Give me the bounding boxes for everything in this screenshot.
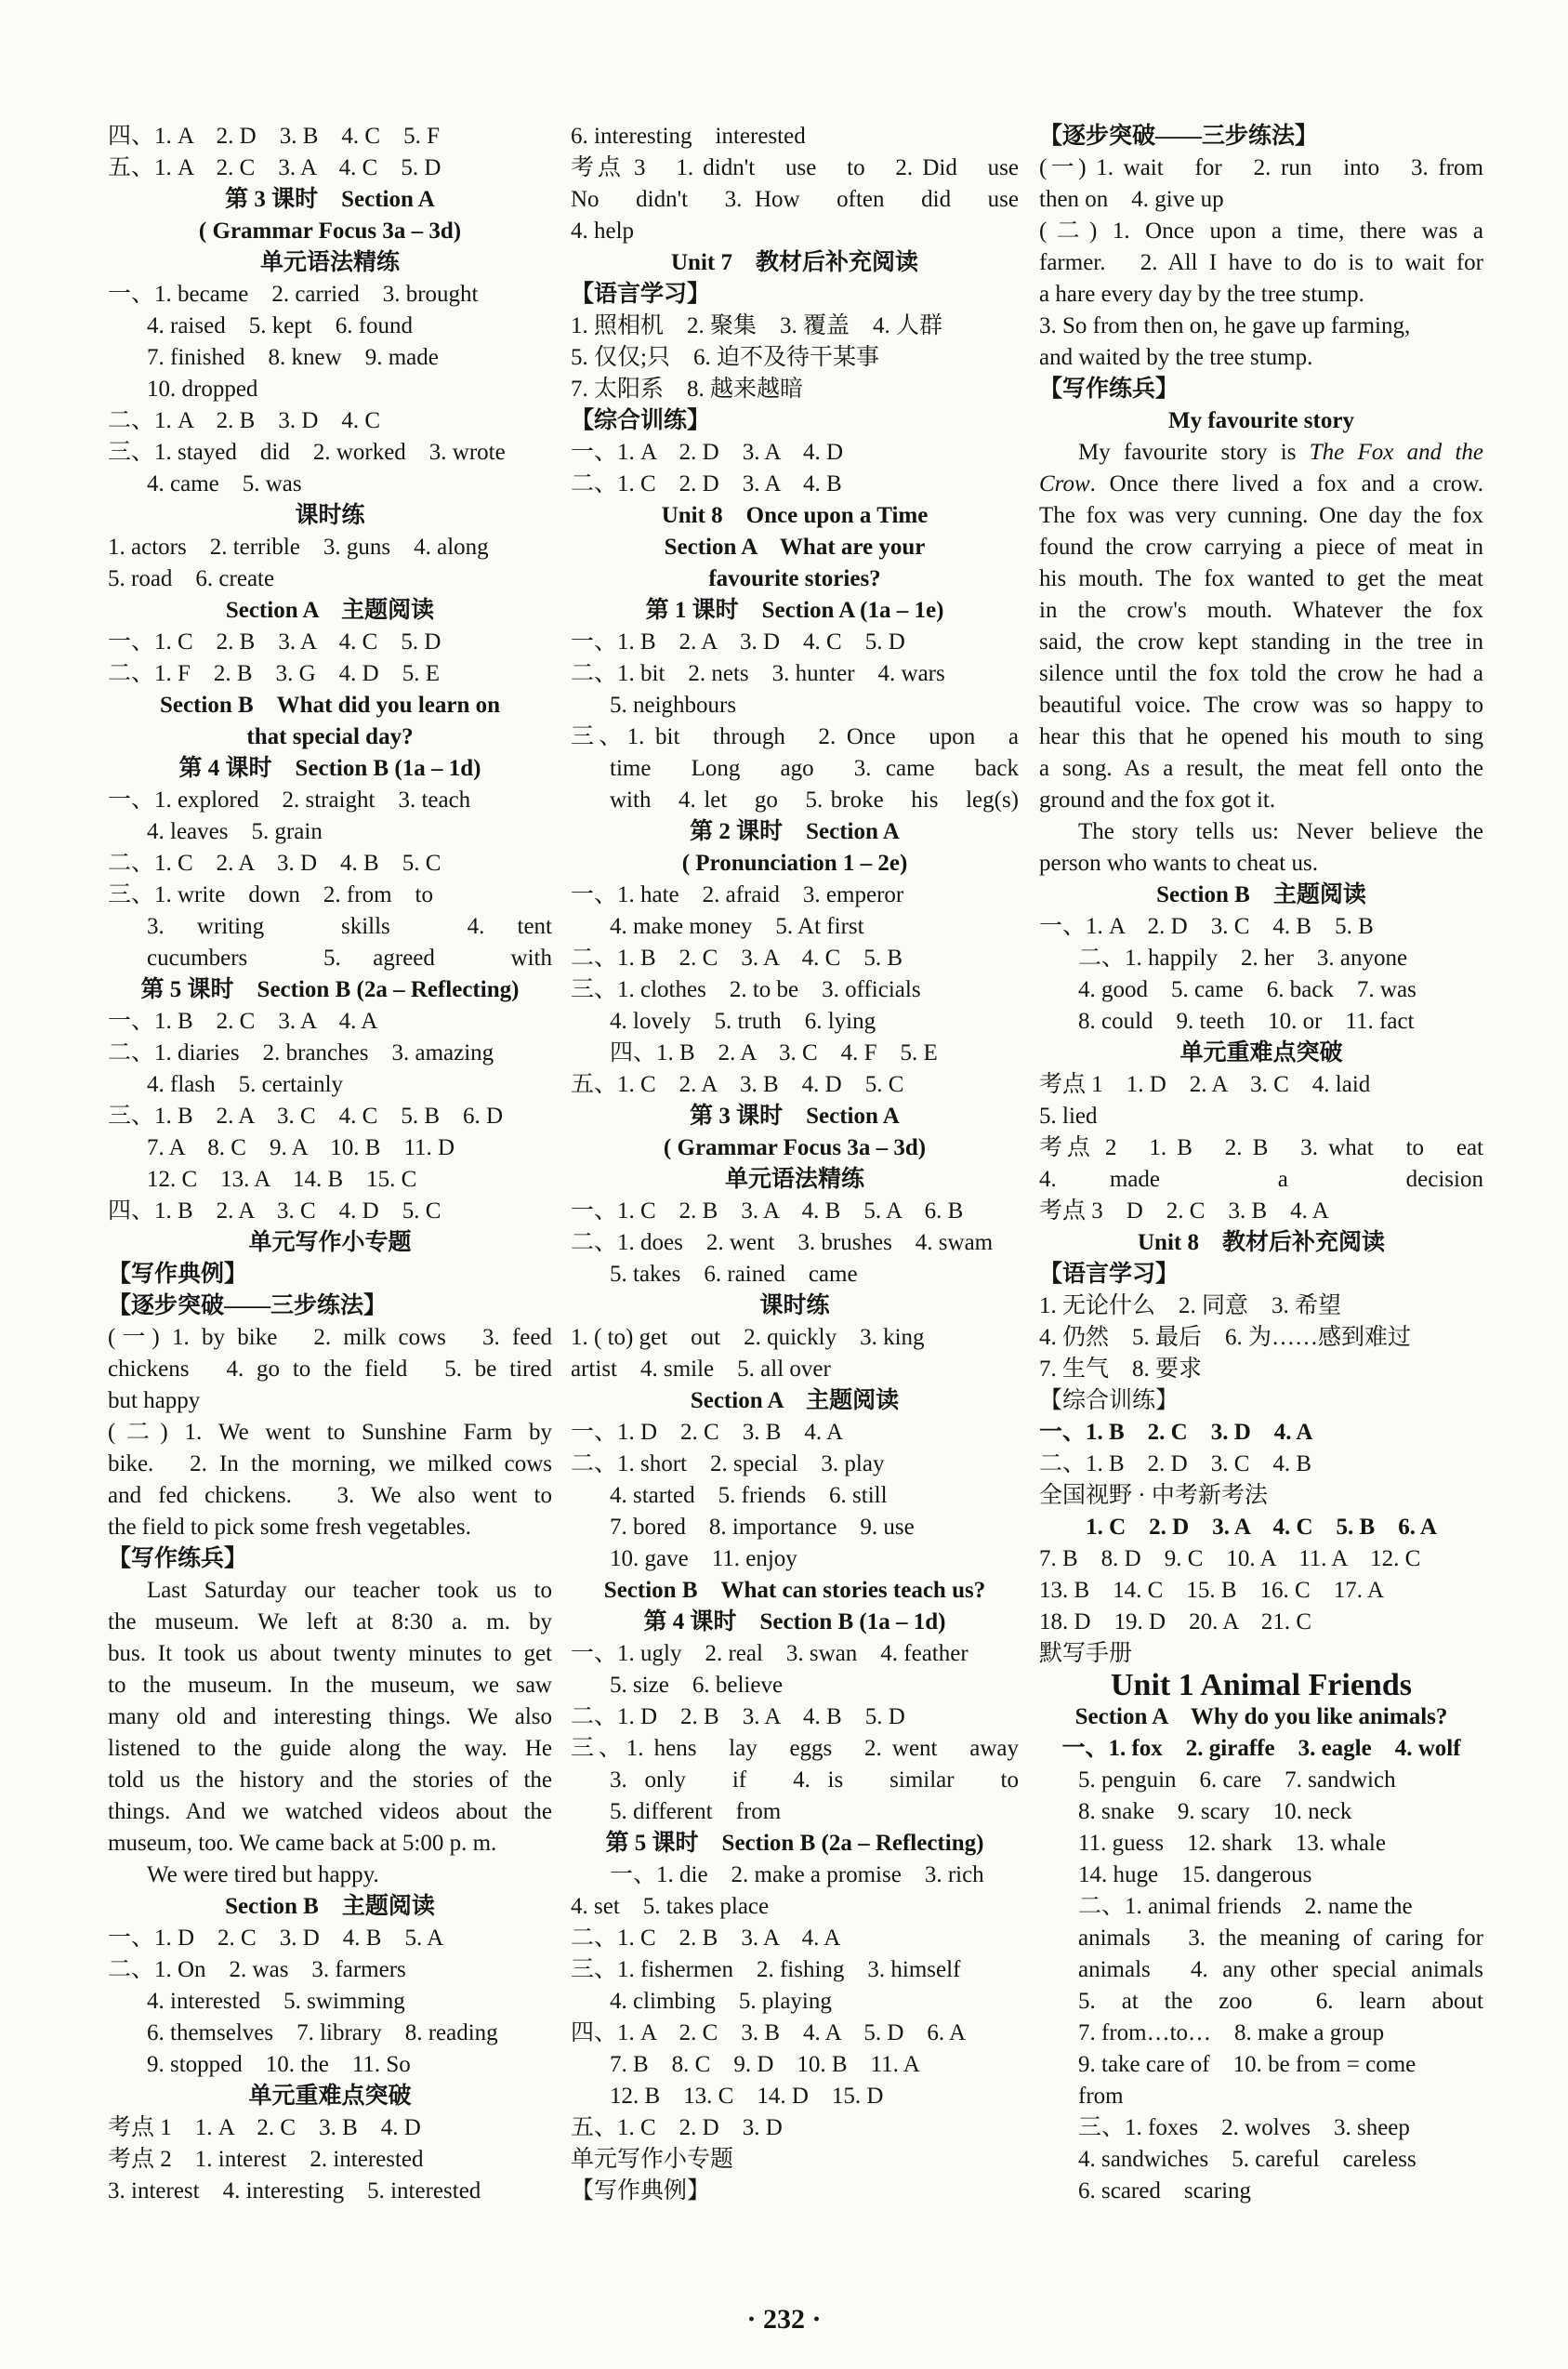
answer-line: 单元语法精练	[724, 1167, 864, 1192]
answer-line: in the crow's mouth. Whatever the fox	[1039, 598, 1483, 623]
answer-line: 【逐步突破——三步练法】	[108, 1293, 388, 1318]
answer-line: 18. D 19. D 20. A 21. C	[1039, 1609, 1312, 1634]
answer-line: 考点 1 1. D 2. A 3. C 4. laid	[1039, 1072, 1371, 1097]
answer-line: 二、1. B 2. C 3. A 4. C 5. B	[571, 946, 903, 971]
answer-line: Section B What did you learn on	[159, 693, 501, 718]
answer-line: 5. penguin 6. care 7. sandwich	[1078, 1767, 1396, 1793]
answer-line: Unit 1 Animal Friends	[1111, 1670, 1412, 1701]
answer-line: 5. lied	[1039, 1104, 1098, 1129]
answer-line: from	[1078, 2084, 1124, 2109]
answer-line: with 4. let go 5. broke his leg(s)	[610, 787, 1019, 813]
answer-line: 第 5 课时 Section B (2a – Reflecting)	[605, 1831, 984, 1856]
answer-line: ( Grammar Focus 3a – 3d)	[198, 218, 462, 244]
answer-line: 一、1. explored 2. straight 3. teach	[108, 787, 471, 813]
answer-line: 一、1. C 2. B 3. A 4. B 5. A 6. B	[571, 1198, 964, 1224]
answer-line: 三、1. hens lay eggs 2. went away	[571, 1736, 1019, 1761]
answer-line: No didn't 3. How often did use	[571, 187, 1019, 212]
answer-line: 7. A 8. C 9. A 10. B 11. D	[147, 1135, 455, 1160]
answer-line: 第 3 课时 Section A	[225, 187, 435, 212]
answer-line: 10. gave 11. enjoy	[610, 1546, 797, 1571]
answer-line: 二、1. bit 2. nets 3. hunter 4. wars	[571, 661, 945, 686]
answer-line: Section A What are your	[664, 535, 926, 560]
answer-line: 全国视野 · 中考新考法	[1039, 1483, 1268, 1508]
answer-line: 五、1. A 2. C 3. A 4. C 5. D	[108, 155, 441, 180]
answer-line: 12. B 13. C 14. D 15. D	[610, 2084, 884, 2109]
answer-line: 二、1. D 2. B 3. A 4. B 5. D	[571, 1704, 905, 1729]
answer-line: 4. 仍然 5. 最后 6. 为……感到难过	[1039, 1325, 1412, 1350]
answer-line: 4. set 5. takes place	[571, 1894, 770, 1919]
answer-line: 7. bored 8. importance 9. use	[610, 1515, 915, 1540]
answer-line: 第 5 课时 Section B (2a – Reflecting)	[140, 977, 520, 1002]
answer-line: then on 4. give up	[1039, 187, 1224, 212]
answer-line: 二、1. does 2. went 3. brushes 4. swam	[571, 1230, 994, 1255]
answer-line: silence until the fox told the crow he had a	[1039, 661, 1483, 686]
answer-line: 4. interested 5. swimming	[147, 1989, 405, 2014]
answer-line: 1. ( to) get out 2. quickly 3. king	[571, 1325, 925, 1350]
answer-line: 10. dropped	[147, 377, 258, 402]
column-left	[108, 121, 552, 2207]
answer-line: ground and the fox got it.	[1039, 787, 1276, 813]
answer-line: 5. takes 6. rained came	[610, 1262, 858, 1287]
answer-line: The fox was very cunning. One day the fox	[1039, 503, 1483, 528]
answer-line: 5. different from	[610, 1799, 782, 1824]
answer-line: 【语言学习】	[571, 282, 711, 307]
answer-line: 4. lovely 5. truth 6. lying	[610, 1009, 876, 1034]
answer-line: 默写手册	[1039, 1641, 1133, 1666]
answer-line: 【综合训练】	[571, 408, 711, 433]
answer-line: hear this that he opened his mouth to sing	[1039, 724, 1483, 749]
answer-line: 1. actors 2. terrible 3. guns 4. along	[108, 535, 489, 560]
column-right	[1039, 121, 1483, 2207]
answer-line: ( Grammar Focus 3a – 3d)	[663, 1135, 927, 1160]
answer-line: 一、1. hate 2. afraid 3. emperor	[571, 882, 904, 907]
answer-line: 4. flash 5. certainly	[147, 1072, 344, 1097]
answer-line: 二、1. A 2. B 3. D 4. C	[108, 408, 381, 433]
answer-line: (二) 1. Once upon a time, there was a	[1039, 218, 1483, 244]
answer-line: 四、1. B 2. A 3. C 4. D 5. C	[108, 1198, 441, 1224]
answer-line: and fed chickens. 3. We also went to	[108, 1483, 552, 1508]
answer-line: 4. good 5. came 6. back 7. was	[1078, 977, 1416, 1002]
answer-line: 1. C 2. D 3. A 4. C 5. B 6. A	[1086, 1515, 1437, 1540]
answer-line: 【写作练兵】	[108, 1546, 248, 1571]
answer-line: a song. As a result, the meat fell onto the	[1039, 756, 1483, 781]
answer-line: Section A 主题阅读	[690, 1388, 900, 1413]
answer-line: 6. scared scaring	[1078, 2178, 1252, 2204]
page-number: · 232 ·	[746, 2304, 822, 2335]
answer-line: 课时练	[295, 503, 365, 528]
answer-line: time Long ago 3. came back	[610, 756, 1019, 781]
answer-line: 7. B 8. C 9. D 10. B 11. A	[610, 2052, 920, 2077]
column-middle	[571, 121, 1019, 2207]
answer-line: 三、1. foxes 2. wolves 3. sheep	[1078, 2115, 1410, 2140]
answer-line: to the museum. In the museum, we saw	[108, 1673, 552, 1698]
answer-line: 4. came 5. was	[147, 471, 302, 496]
answer-line: Unit 7 教材后补充阅读	[671, 250, 918, 275]
answer-line: 【写作练兵】	[1039, 377, 1179, 402]
answer-line: 4. made a decision	[1039, 1167, 1483, 1192]
answer-line: 4. climbing 5. playing	[610, 1989, 832, 2014]
answer-line: 14. huge 15. dangerous	[1078, 1862, 1312, 1887]
answer-line: 第 4 课时 Section B (1a – 1d)	[178, 756, 481, 781]
answer-line: 12. C 13. A 14. B 15. C	[147, 1167, 417, 1192]
answer-line: Section B What can stories teach us?	[603, 1578, 986, 1603]
answer-line: 二、1. short 2. special 3. play	[571, 1451, 885, 1476]
answer-line: 二、1. C 2. D 3. A 4. B	[571, 471, 842, 496]
answer-line: 考点 1 1. A 2. C 3. B 4. D	[108, 2115, 421, 2140]
answer-line: 一、1. die 2. make a promise 3. rich	[610, 1862, 984, 1887]
answer-line: 单元重难点突破	[1179, 1040, 1343, 1065]
answer-line: ( Pronunciation 1 – 2e)	[681, 851, 908, 876]
answer-line: 考点 2 1. B 2. B 3. what to eat	[1039, 1135, 1483, 1160]
answer-line: Section B 主题阅读	[225, 1894, 435, 1919]
answer-line: 【综合训练】	[1039, 1388, 1179, 1413]
answer-line: Section A 主题阅读	[225, 598, 435, 623]
answer-line: 二、1. C 2. B 3. A 4. A	[571, 1926, 841, 1951]
answer-line: 第 2 课时 Section A	[690, 819, 900, 844]
answer-line: 三、1. clothes 2. to be 3. officials	[571, 977, 921, 1002]
answer-line: 7. from…to… 8. make a group	[1078, 2020, 1385, 2045]
answer-line: 3. interest 4. interesting 5. interested	[108, 2178, 481, 2204]
answer-line: (二) 1. We went to Sunshine Farm by	[108, 1420, 552, 1445]
answer-line: farmer. 2. All I have to do is to wait for	[1039, 250, 1483, 275]
answer-line: chickens 4. go to the field 5. be tired	[108, 1357, 552, 1382]
answer-line: beautiful voice. The crow was so happy to	[1039, 693, 1483, 718]
answer-line: 7. finished 8. knew 9. made	[147, 345, 439, 370]
answer-line: 4. leaves 5. grain	[147, 819, 323, 844]
answer-line: 4. make money 5. At first	[610, 914, 864, 939]
answer-line: 4. sandwiches 5. careful careless	[1078, 2147, 1416, 2172]
answer-line: 1. 照相机 2. 聚集 3. 覆盖 4. 人群	[571, 313, 943, 338]
answer-line: 三、1. B 2. A 3. C 4. C 5. B 6. D	[108, 1104, 504, 1129]
answer-line: and waited by the tree stump.	[1039, 345, 1313, 370]
answer-line: 【写作典例】	[108, 1262, 248, 1287]
answer-line: 11. guess 12. shark 13. whale	[1078, 1831, 1386, 1856]
answer-line: 1. 无论什么 2. 同意 3. 希望	[1039, 1293, 1342, 1318]
answer-line: 一、1. B 2. C 3. A 4. A	[108, 1009, 378, 1034]
answer-line: artist 4. smile 5. all over	[571, 1357, 831, 1382]
answer-line: 二、1. F 2. B 3. G 4. D 5. E	[108, 661, 440, 686]
answer-line: Section B 主题阅读	[1156, 882, 1366, 907]
answer-line: his mouth. The fox wanted to get the meat	[1039, 566, 1483, 591]
answer-line: (一) 1. by bike 2. milk cows 3. feed	[108, 1325, 552, 1350]
answer-line: 一、1. became 2. carried 3. brought	[108, 282, 479, 307]
answer-line: 二、1. B 2. D 3. C 4. B	[1039, 1451, 1312, 1476]
answer-line: 6. themselves 7. library 8. reading	[147, 2020, 498, 2045]
answer-line: the field to pick some fresh vegetables.	[108, 1515, 471, 1540]
answer-line: 三、1. stayed did 2. worked 3. wrote	[108, 440, 506, 465]
answer-line: 四、1. A 2. C 3. B 4. A 5. D 6. A	[571, 2020, 967, 2045]
answer-line: 7. 生气 8. 要求	[1039, 1357, 1203, 1382]
answer-line: 二、1. animal friends 2. name the	[1078, 1894, 1413, 1919]
answer-line: 一、1. ugly 2. real 3. swan 4. feather	[571, 1641, 968, 1666]
answer-line: (一) 1. wait for 2. run into 3. from	[1039, 155, 1483, 180]
answer-line: bike. 2. In the morning, we milked cows	[108, 1451, 552, 1476]
answer-line: 一、1. D 2. C 3. B 4. A	[571, 1420, 844, 1445]
answer-line: 4. help	[571, 218, 635, 244]
answer-line: 3. only if 4. is similar to	[610, 1767, 1019, 1793]
answer-line: 一、1. fox 2. giraffe 3. eagle 4. wolf	[1061, 1736, 1461, 1761]
answer-line: person who wants to cheat us.	[1039, 851, 1318, 876]
answer-line: 3. writing skills 4. tent	[147, 914, 552, 939]
answer-line: 第 4 课时 Section B (1a – 1d)	[643, 1609, 946, 1634]
answer-line: 第 1 课时 Section A (1a – 1e)	[645, 598, 944, 623]
answer-line: many old and interesting things. We also	[108, 1704, 552, 1729]
answer-line: 6. interesting interested	[571, 124, 806, 149]
answer-line: 一、1. A 2. D 3. A 4. D	[571, 440, 844, 465]
answer-line: 9. stopped 10. the 11. So	[147, 2052, 411, 2077]
answer-line: told us the history and the stories of the	[108, 1767, 552, 1793]
answer-line: cucumbers 5. agreed with	[147, 946, 552, 971]
answer-line: 5. neighbours	[610, 693, 737, 718]
answer-line: things. And we watched videos about the	[108, 1799, 552, 1824]
answer-line: 8. snake 9. scary 10. neck	[1078, 1799, 1352, 1824]
answer-line: 单元写作小专题	[248, 1230, 412, 1255]
answer-line: 课时练	[759, 1293, 830, 1318]
answer-line: but happy	[108, 1388, 201, 1413]
answer-line: 一、1. B 2. A 3. D 4. C 5. D	[571, 629, 905, 655]
answer-line: 二、1. C 2. A 3. D 4. B 5. C	[108, 851, 441, 876]
answer-line: 5. size 6. believe	[610, 1673, 784, 1698]
answer-line: 一、1. D 2. C 3. D 4. B 5. A	[108, 1926, 444, 1951]
answer-line: The story tells us: Never believe the	[1078, 819, 1483, 844]
answer-line: 考点 2 1. interest 2. interested	[108, 2147, 424, 2172]
answer-line: 二、1. diaries 2. branches 3. amazing	[108, 1040, 494, 1065]
answer-line: 二、1. happily 2. her 3. anyone	[1078, 946, 1408, 971]
answer-line: favourite stories?	[708, 566, 881, 591]
answer-line: 三、1. write down 2. from to	[108, 882, 433, 907]
answer-line: 5. at the zoo 6. learn about	[1078, 1989, 1483, 2014]
answer-line: 四、1. B 2. A 3. C 4. F 5. E	[610, 1040, 938, 1065]
answer-line: 考点 3 1. didn't use to 2. Did use	[571, 155, 1019, 180]
answer-line: 一、1. C 2. B 3. A 4. C 5. D	[108, 629, 441, 655]
answer-line: 五、1. C 2. A 3. B 4. D 5. C	[571, 1072, 904, 1097]
answer-line: 【语言学习】	[1039, 1262, 1179, 1287]
answer-line: 【写作典例】	[571, 2178, 711, 2204]
answer-line: animals 3. the meaning of caring for	[1078, 1926, 1483, 1951]
answer-line: My favourite story	[1168, 408, 1354, 433]
answer-line: Unit 8 教材后补充阅读	[1138, 1230, 1385, 1255]
answer-line: 13. B 14. C 15. B 16. C 17. A	[1039, 1578, 1384, 1603]
answer-line: 5. 仅仅;只 6. 迫不及待干某事	[571, 345, 879, 370]
answer-line: that special day?	[246, 724, 414, 749]
answer-line: 5. road 6. create	[108, 566, 275, 591]
answer-line: 4. raised 5. kept 6. found	[147, 313, 414, 338]
answer-line: 一、1. A 2. D 3. C 4. B 5. B	[1039, 914, 1374, 939]
answer-line: We were tired but happy.	[147, 1862, 379, 1887]
answer-line: Crow. Once there lived a fox and a crow.	[1039, 471, 1483, 496]
answer-line: listened to the guide along the way. He	[108, 1736, 552, 1761]
answer-line: 一、1. B 2. C 3. D 4. A	[1039, 1420, 1313, 1445]
answer-line: 三、1. bit through 2. Once upon a	[571, 724, 1019, 749]
answer-line: 二、1. On 2. was 3. farmers	[108, 1957, 406, 1982]
answer-line: Last Saturday our teacher took us to	[147, 1578, 552, 1603]
answer-line: 四、1. A 2. D 3. B 4. C 5. F	[108, 124, 440, 149]
answer-line: 考点 3 D 2. C 3. B 4. A	[1039, 1198, 1329, 1224]
answer-line: 五、1. C 2. D 3. D	[571, 2115, 783, 2140]
answer-line: bus. It took us about twenty minutes to get	[108, 1641, 552, 1666]
answer-line: animals 4. any other special animals	[1078, 1957, 1483, 1982]
answer-line: 单元写作小专题	[571, 2147, 734, 2172]
answer-line: 单元重难点突破	[248, 2084, 412, 2109]
answer-line: the museum. We left at 8:30 a. m. by	[108, 1609, 552, 1634]
answer-line: 【逐步突破——三步练法】	[1039, 124, 1319, 149]
answer-line: Unit 8 Once upon a Time	[661, 503, 929, 528]
answer-line: 7. B 8. D 9. C 10. A 11. A 12. C	[1039, 1546, 1421, 1571]
answer-line: museum, too. We came back at 5:00 p. m.	[108, 1831, 497, 1856]
answer-line: 7. 太阳系 8. 越来越暗	[571, 377, 804, 402]
answer-line: found the crow carrying a piece of meat in	[1039, 535, 1483, 560]
answer-line: said, the crow kept standing in the tree in	[1039, 629, 1483, 655]
answer-line: My favourite story is The Fox and the	[1078, 440, 1483, 465]
answer-line: 9. take care of 10. be from = come	[1078, 2052, 1416, 2077]
answer-line: 单元语法精练	[259, 250, 400, 275]
answer-line: 4. started 5. friends 6. still	[610, 1483, 888, 1508]
answer-line: a hare every day by the tree stump.	[1039, 282, 1364, 307]
answer-line: 三、1. fishermen 2. fishing 3. himself	[571, 1957, 961, 1982]
answer-line: Section A Why do you like animals?	[1074, 1704, 1448, 1729]
answer-line: 第 3 课时 Section A	[690, 1104, 900, 1129]
answer-line: 8. could 9. teeth 10. or 11. fact	[1078, 1009, 1415, 1034]
answer-line: 3. So from then on, he gave up farming,	[1039, 313, 1411, 338]
